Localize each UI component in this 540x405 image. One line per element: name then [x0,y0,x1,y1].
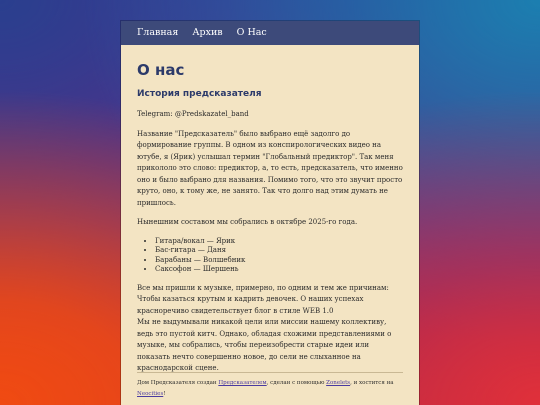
main-content [121,45,419,375]
list-item: • Бас-гитара — Даня [155,246,403,256]
footer-text: , и хостится на [350,380,394,386]
page-container [121,21,419,405]
footer-text: Дом Предсказателя создан [137,380,219,386]
motivation-text-1: Все мы пришли к музыке, примерно, по одним и тем же причинам: Чтобы казаться крутым и кадрить девочек. О наших успехах красноречиво свидетельствует блог в стиле WEB 1.0 [137,283,389,315]
page-footer [137,378,403,400]
footer-link-neocities[interactable]: Neocities [137,391,164,397]
footer-divider [137,372,403,373]
top-nav [121,21,419,45]
list-item: • Гитара/вокал — Ярик [155,237,403,247]
section-heading: История предсказателя [137,89,262,99]
list-item: • Барабаны — Волшебник [155,256,403,266]
footer-text: ! [163,391,166,397]
footer-link-author[interactable]: Предсказателем [218,380,267,386]
motivation-paragraph [137,283,403,375]
page-title: О нас [137,61,185,79]
lineup-paragraph: Нынешним составом мы собрались в октябре 2025-го года. [137,218,358,226]
history-paragraph: Название "Предсказатель" было выбрано ещё задолго до формирование группы. В одном из конспирологических видео на ютубе, я (Ярик) услышал термин "Глобальный предиктор". Так меня прикололо это слово: предиктор, а, то есть, предсказатель, что именно оно и было выбрано для названия. Помимо того, что это звучит просто круто, оно, к тому же, не занято. Так что долго над этим думать не пришлось. [137,129,403,207]
nav-link-home[interactable]: Главная [137,27,179,38]
telegram-line: Telegram: @Predskazatel_band [137,110,249,118]
members-list [137,237,403,275]
nav-link-archive[interactable]: Архив [192,27,223,38]
motivation-text-2: Мы не выдумывали никакой цели или миссии нашему коллективу, ведь это пустой китч. Однако, обладая схожими представлениями о музыке, мы собрались, чтобы переизобрести старые идеи или показать нечто совершенно новое, до сели не слыханное на краснодарской сцене. [137,318,392,372]
footer-text: , сделан с помощью [266,380,327,386]
footer-link-zonelets[interactable]: Zonelets [326,380,351,386]
nav-link-about[interactable]: О Нас [236,27,267,38]
list-item: • Саксофон — Шершень [155,265,403,275]
